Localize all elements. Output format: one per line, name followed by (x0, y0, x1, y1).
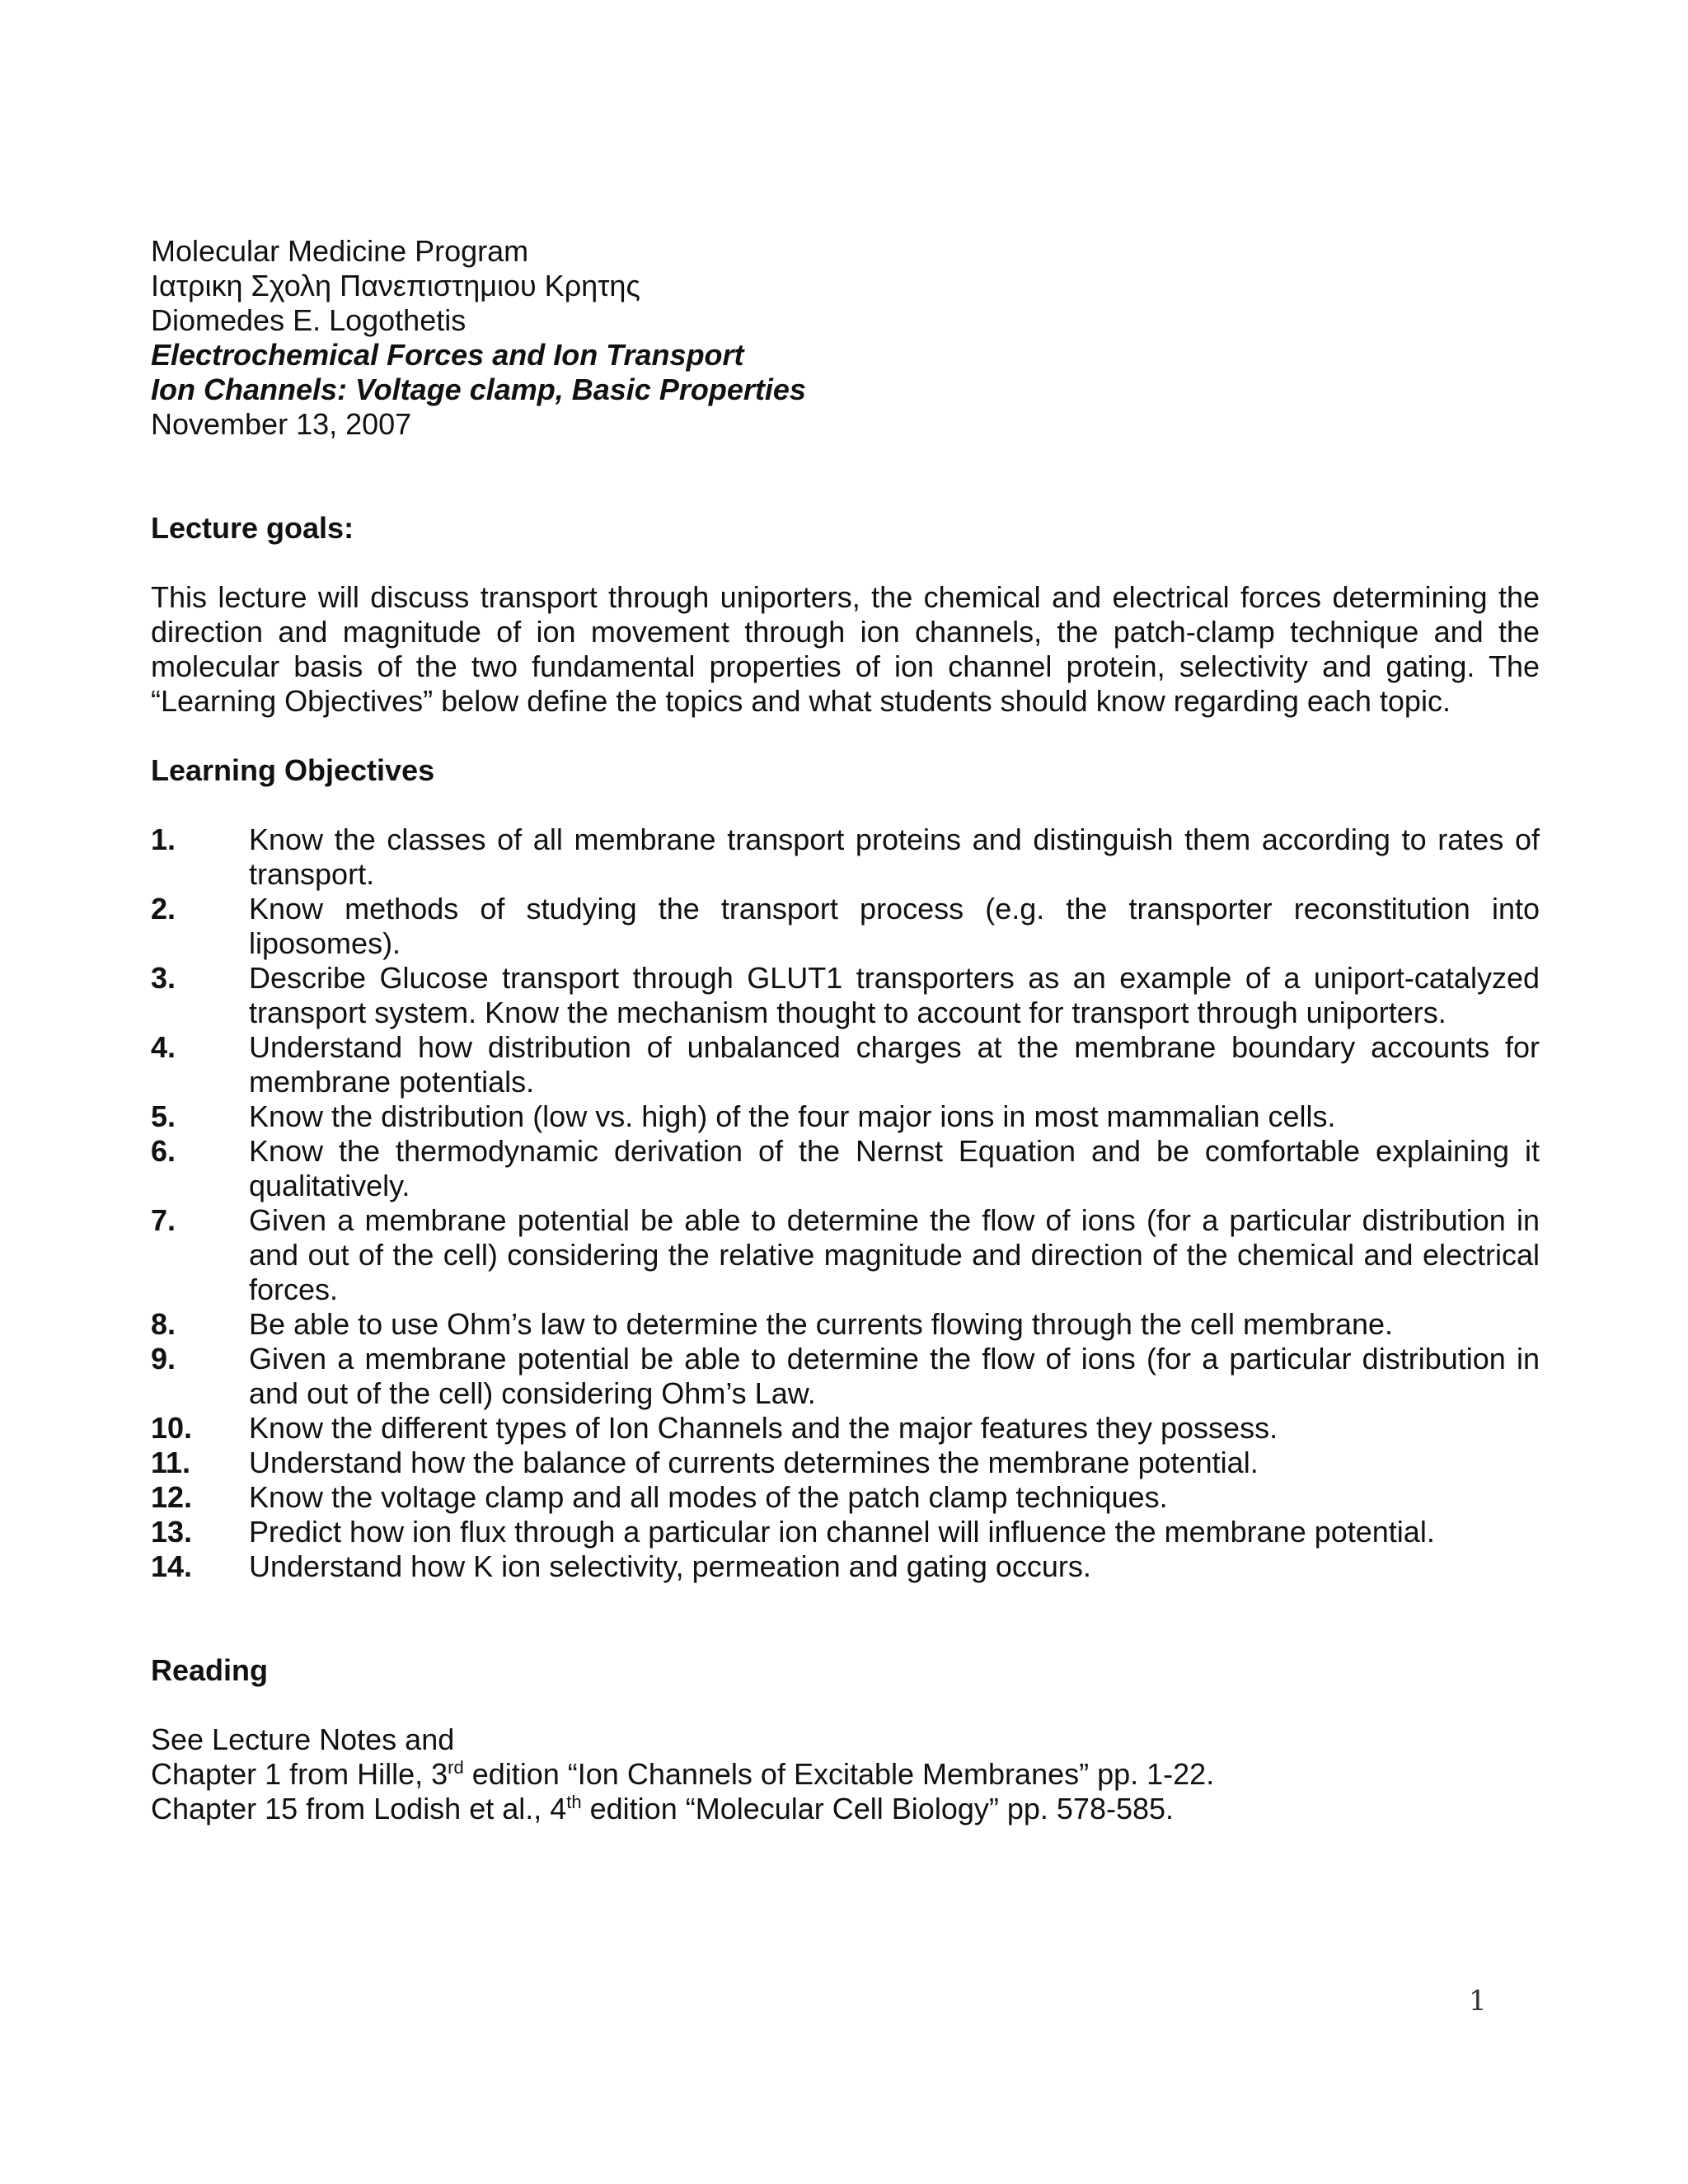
author-name: Diomedes E. Logothetis (151, 303, 467, 337)
learning-objectives-heading: Learning Objectives (151, 753, 435, 787)
list-item (151, 1203, 1540, 1307)
objective-number: 7. (151, 1203, 176, 1237)
objective-number: 8. (151, 1307, 176, 1341)
objective-number: 2. (151, 892, 176, 926)
objective-text: Understand how K ion selectivity, permeation and gating occurs. (249, 1549, 1091, 1583)
lecture-goals-heading: Lecture goals: (151, 511, 354, 545)
objective-number: 11. (151, 1446, 191, 1479)
objective-text: Understand how distribution of unbalanced charges at the membrane boundary accounts for membrane potentials. (249, 1030, 1540, 1099)
objective-text: Describe Glucose transport through GLUT1 transporters as an example of a uniport-catalyzed transport system. Know the mechanism thought to account for transport through uniporters. (249, 961, 1540, 1029)
list-item (151, 1342, 1540, 1411)
learning-objectives-list (151, 823, 1540, 1584)
objective-text: Know the different types of Ion Channels and the major features they possess. (249, 1411, 1278, 1445)
list-item (151, 961, 1540, 1030)
objective-text: Given a membrane potential be able to determine the flow of ions (for a particular distribution in and out of the cell) considering the relative magnitude and direction of the chemical and electrical forces. (249, 1203, 1540, 1306)
reading-reference-lodish (151, 1792, 1540, 1826)
list-item (151, 823, 1540, 892)
school-name: Ιατρικη Σχολη Πανεπιστημιου Κρητης (151, 269, 640, 302)
objective-text: Know methods of studying the transport process (e.g. the transporter reconstitution into liposomes). (249, 892, 1540, 960)
document-header (151, 234, 1540, 442)
objective-number: 9. (151, 1342, 176, 1376)
list-item (151, 1307, 1540, 1342)
objective-number: 4. (151, 1030, 176, 1064)
list-item (151, 892, 1540, 961)
list-item (151, 1411, 1540, 1446)
objective-text: Know the classes of all membrane transport proteins and distinguish them according to rates of transport. (249, 823, 1540, 891)
reference-text: edition “Molecular Cell Biology” pp. 578-585. (581, 1792, 1175, 1825)
objective-number: 12. (151, 1480, 193, 1514)
list-item (151, 1030, 1540, 1099)
reading-heading: Reading (151, 1653, 269, 1687)
objective-text: Know the thermodynamic derivation of the Nernst Equation and be comfortable explaining it qualitatively. (249, 1134, 1540, 1202)
objective-text: Given a membrane potential be able to determine the flow of ions (for a particular distribution in and out of the cell) considering Ohm’s Law. (249, 1342, 1540, 1410)
objective-text: Be able to use Ohm’s law to determine the currents flowing through the cell membrane. (249, 1307, 1394, 1341)
list-item (151, 1549, 1540, 1584)
objective-number: 13. (151, 1515, 193, 1549)
lecture-title-2: Ion Channels: Voltage clamp, Basic Properties (151, 373, 806, 406)
objective-number: 3. (151, 961, 176, 995)
reference-text: edition “Ion Channels of Excitable Membranes” pp. 1-22. (463, 1757, 1215, 1791)
list-item (151, 1099, 1540, 1134)
lecture-goals-text: This lecture will discuss transport through uniporters, the chemical and electrical forces determining the direction and magnitude of ion movement through ion channels, the patch-clamp technique and the molecular basis of the two fundamental properties of ion channel protein, selectivity and gating. The “Learning Objectives” below define the topics and what students should know regarding each topic. (151, 580, 1540, 718)
program-name: Molecular Medicine Program (151, 234, 529, 268)
list-item (151, 1446, 1540, 1480)
edition-superscript: th (566, 1792, 582, 1812)
objective-number: 14. (151, 1549, 193, 1583)
edition-superscript: rd (448, 1757, 464, 1778)
objective-text: Predict how ion flux through a particular ion channel will influence the membrane potential. (249, 1515, 1435, 1549)
objective-text: Understand how the balance of currents determines the membrane potential. (249, 1446, 1259, 1479)
document-page (151, 234, 1540, 1826)
reading-intro: See Lecture Notes and (151, 1722, 455, 1756)
reference-text: Chapter 1 from Hille, 3 (151, 1757, 448, 1791)
list-item (151, 1515, 1540, 1549)
lecture-title-1: Electrochemical Forces and Ion Transport (151, 338, 744, 372)
reading-reference-hille (151, 1757, 1540, 1792)
objective-number: 5. (151, 1099, 176, 1133)
reading-list (151, 1722, 1540, 1826)
page-number: 1 (1469, 1985, 1487, 2018)
reference-text: Chapter 15 from Lodish et al., 4 (151, 1792, 567, 1825)
list-item (151, 1480, 1540, 1515)
objective-number: 10. (151, 1411, 193, 1445)
objective-text: Know the distribution (low vs. high) of the four major ions in most mammalian cells. (249, 1099, 1336, 1133)
objective-text: Know the voltage clamp and all modes of the patch clamp techniques. (249, 1480, 1168, 1514)
objective-number: 6. (151, 1134, 176, 1168)
list-item (151, 1134, 1540, 1203)
objective-number: 1. (151, 823, 176, 856)
lecture-date: November 13, 2007 (151, 407, 412, 441)
